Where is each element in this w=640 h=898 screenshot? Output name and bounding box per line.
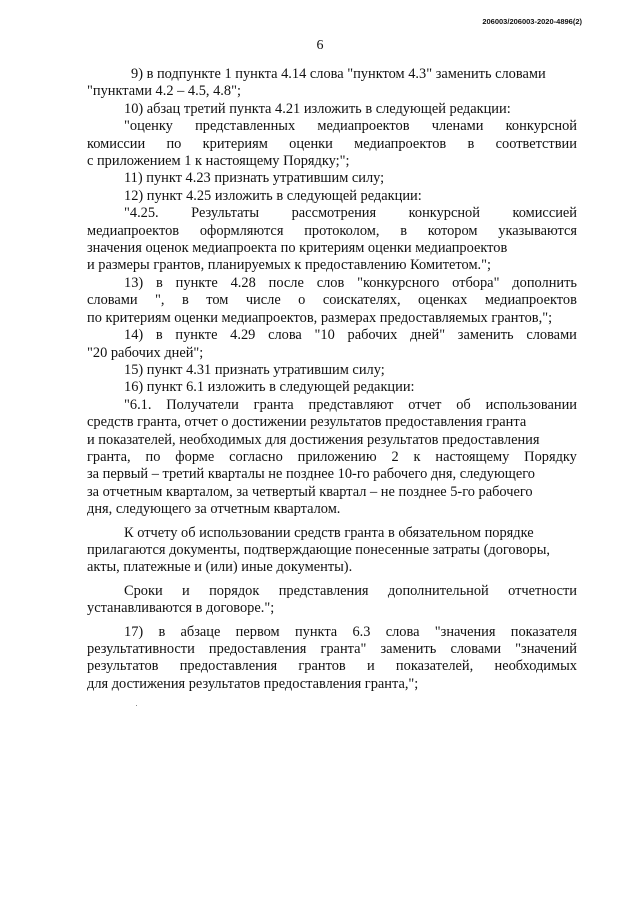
word: словами — [87, 292, 138, 309]
word: показателей, — [395, 658, 474, 675]
text-line — [87, 624, 577, 641]
word: 16) пункт 6.1 изложить в следующей редакции: — [124, 379, 415, 396]
text-line — [87, 676, 577, 693]
word: слова — [385, 623, 420, 640]
word: 13) — [124, 274, 144, 291]
word: конкурсной — [408, 205, 480, 222]
word: порядок — [209, 582, 260, 599]
word: слова — [268, 327, 302, 344]
word: критериям — [202, 135, 268, 152]
document-body — [87, 66, 577, 693]
word: и — [366, 658, 375, 675]
word: 15) пункт 4.31 признать утратившим силу; — [124, 361, 385, 378]
word: гранта — [253, 396, 294, 413]
word: в — [158, 623, 166, 640]
word: словами — [450, 641, 502, 657]
word: членами — [431, 118, 484, 135]
text-line — [87, 327, 577, 344]
text-line — [87, 484, 577, 501]
text-line — [87, 170, 577, 187]
page-number: 6 — [316, 38, 324, 53]
word: медиапроектов — [87, 222, 180, 239]
word: конкурсной — [505, 118, 577, 135]
word: дней" — [410, 327, 446, 344]
word: за отчетным кварталом, за четвертый квартал – не позднее 5-го рабочего — [87, 483, 533, 500]
word: по — [145, 448, 161, 465]
word: Получатели — [166, 396, 239, 413]
word: протоколом, — [304, 222, 380, 239]
word: результатов — [87, 658, 159, 675]
word: приложению — [297, 448, 377, 465]
text-line — [87, 362, 577, 379]
word: "значений — [515, 641, 577, 657]
text-line — [87, 600, 577, 617]
text-line — [87, 658, 577, 675]
word: акты, платежные и (или) иные документы). — [87, 559, 353, 576]
word: "20 рабочих дней"; — [87, 344, 204, 361]
word: представляют — [308, 396, 394, 413]
word: 2 — [391, 448, 399, 465]
word: оценки — [289, 135, 333, 152]
word: 14) — [124, 327, 144, 344]
word: словами — [526, 327, 577, 344]
text-line — [87, 101, 577, 118]
text-line — [87, 257, 577, 274]
word: результативности — [87, 641, 195, 657]
word: первом — [235, 623, 280, 640]
word: гранта, — [87, 448, 131, 465]
word: пункте — [175, 327, 218, 344]
word: в — [156, 274, 163, 291]
word: 9) в подпункте 1 пункта 4.14 слова "пунктом 4.3" заменить словами — [131, 66, 546, 82]
word: 12) пункт 4.25 изложить в следующей редакции: — [124, 187, 422, 204]
text-line — [87, 136, 577, 153]
word: медиапроектов — [354, 135, 447, 152]
word: заменить — [457, 327, 514, 344]
word: предоставления — [179, 658, 278, 675]
word: представления — [278, 582, 369, 599]
word: к — [413, 448, 421, 465]
word: с приложением 1 к настоящему Порядку;"; — [87, 153, 350, 170]
word: 4.29 — [230, 327, 256, 344]
word: дополнить — [512, 274, 577, 291]
text-line — [87, 449, 577, 466]
word: и показателей, необходимых для достижения результатов предоставления — [87, 431, 540, 448]
text-line — [87, 466, 577, 483]
word: "значения — [434, 623, 496, 640]
word: в — [155, 327, 163, 344]
text-line — [87, 345, 577, 362]
word: соискателях, — [322, 292, 401, 309]
word: указываются — [498, 222, 577, 239]
text-line — [87, 501, 577, 518]
text-line — [87, 153, 577, 170]
word: Сроки — [124, 582, 163, 599]
text-line — [87, 432, 577, 449]
word: отчетности — [508, 582, 577, 599]
word: средств гранта, отчет о достижении результатов предоставления гранта — [87, 414, 527, 431]
word: 6.3 — [352, 623, 371, 640]
word: показателя — [510, 623, 577, 640]
word: "10 — [314, 327, 335, 344]
document-id: 206003/206003-2020-4896(2) — [482, 17, 582, 26]
word: "оценку — [124, 118, 173, 135]
word: и размеры грантов, планируемых к предоставлению Комитетом."; — [87, 257, 492, 274]
text-line — [87, 83, 577, 100]
word: том — [206, 292, 229, 309]
word: 10) абзац третий пункта 4.21 изложить в следующей редакции: — [124, 100, 511, 117]
word: после — [268, 274, 304, 291]
word: по критериям оценки медиапроектов, размерах предоставляемых грантов,"; — [87, 309, 553, 326]
word: ", — [155, 292, 165, 309]
word: 11) пункт 4.23 признать утратившим силу; — [124, 170, 385, 187]
word: в — [400, 222, 407, 239]
word: соответствии — [495, 135, 577, 152]
text-line — [87, 118, 577, 135]
word: отчет — [408, 396, 442, 413]
word: рассмотрения — [291, 205, 377, 222]
word: по — [166, 135, 182, 152]
word: об — [456, 396, 471, 413]
word: комиссии — [87, 135, 146, 152]
word: предоставления — [208, 641, 307, 657]
text-line — [87, 240, 577, 257]
text-line — [87, 641, 577, 658]
word: отбора" — [452, 274, 500, 291]
word: абзаце — [180, 623, 221, 640]
word: необходимых — [494, 658, 577, 675]
word: настоящему — [435, 448, 510, 465]
word: грантов — [298, 658, 346, 675]
word: о — [298, 292, 306, 309]
word: гранта" — [320, 641, 367, 657]
word: 17) — [124, 623, 144, 640]
word: комиссией — [512, 205, 577, 222]
text-line — [87, 414, 577, 431]
word: заменить — [380, 641, 437, 657]
word: числе — [245, 292, 281, 309]
word: слов — [316, 274, 345, 291]
word: пункте — [175, 274, 218, 291]
word: дня, следующего за отчетным кварталом. — [87, 501, 341, 518]
word: использовании — [485, 396, 577, 413]
word: Порядку — [524, 448, 577, 465]
text-line — [87, 223, 577, 240]
word: пункта — [294, 623, 338, 640]
word: "пунктами 4.2 – 4.5, 4.8"; — [87, 83, 241, 100]
word: Результаты — [191, 205, 260, 222]
word: 4.28 — [230, 274, 256, 291]
text-line — [87, 397, 577, 414]
word: прилагаются документы, подтверждающие понесенные затраты (договоры, — [87, 541, 550, 558]
word: дополнительной — [387, 582, 489, 599]
text-line — [87, 275, 577, 292]
word: и — [182, 582, 190, 599]
word: за первый – третий кварталы не позднее 10-го рабочего дня, следующего — [87, 466, 535, 483]
word: "конкурсного — [357, 274, 440, 291]
word: значения оценок медиапроекта по критериям оценки медиапроектов — [87, 240, 508, 257]
word: в — [181, 292, 189, 309]
text-line — [87, 379, 577, 396]
word: форме — [175, 448, 215, 465]
word: котором — [427, 222, 478, 239]
text-line — [87, 205, 577, 222]
text-line — [87, 66, 577, 83]
word: для достижения результатов предоставления гранта,"; — [87, 675, 419, 692]
word: оценках — [418, 292, 468, 309]
text-line — [87, 542, 577, 559]
word: представленных — [195, 118, 296, 135]
word: оформляются — [199, 222, 284, 239]
text-line — [87, 292, 577, 309]
word: устанавливаются в договоре."; — [87, 600, 275, 617]
text-line — [87, 310, 577, 327]
scan-speck — [136, 705, 137, 706]
text-line — [87, 188, 577, 205]
word: рабочих — [347, 327, 398, 344]
text-line — [87, 559, 577, 576]
text-line — [87, 525, 577, 542]
word: "6.1. — [124, 396, 152, 413]
word: К отчету об использовании средств гранта в обязательном порядке — [124, 524, 534, 541]
word: в — [467, 135, 475, 152]
text-line — [87, 583, 577, 600]
word: медиапроектов — [317, 118, 410, 135]
word: согласно — [229, 448, 283, 465]
word: "4.25. — [124, 205, 159, 222]
word: медиапроектов — [484, 292, 577, 309]
